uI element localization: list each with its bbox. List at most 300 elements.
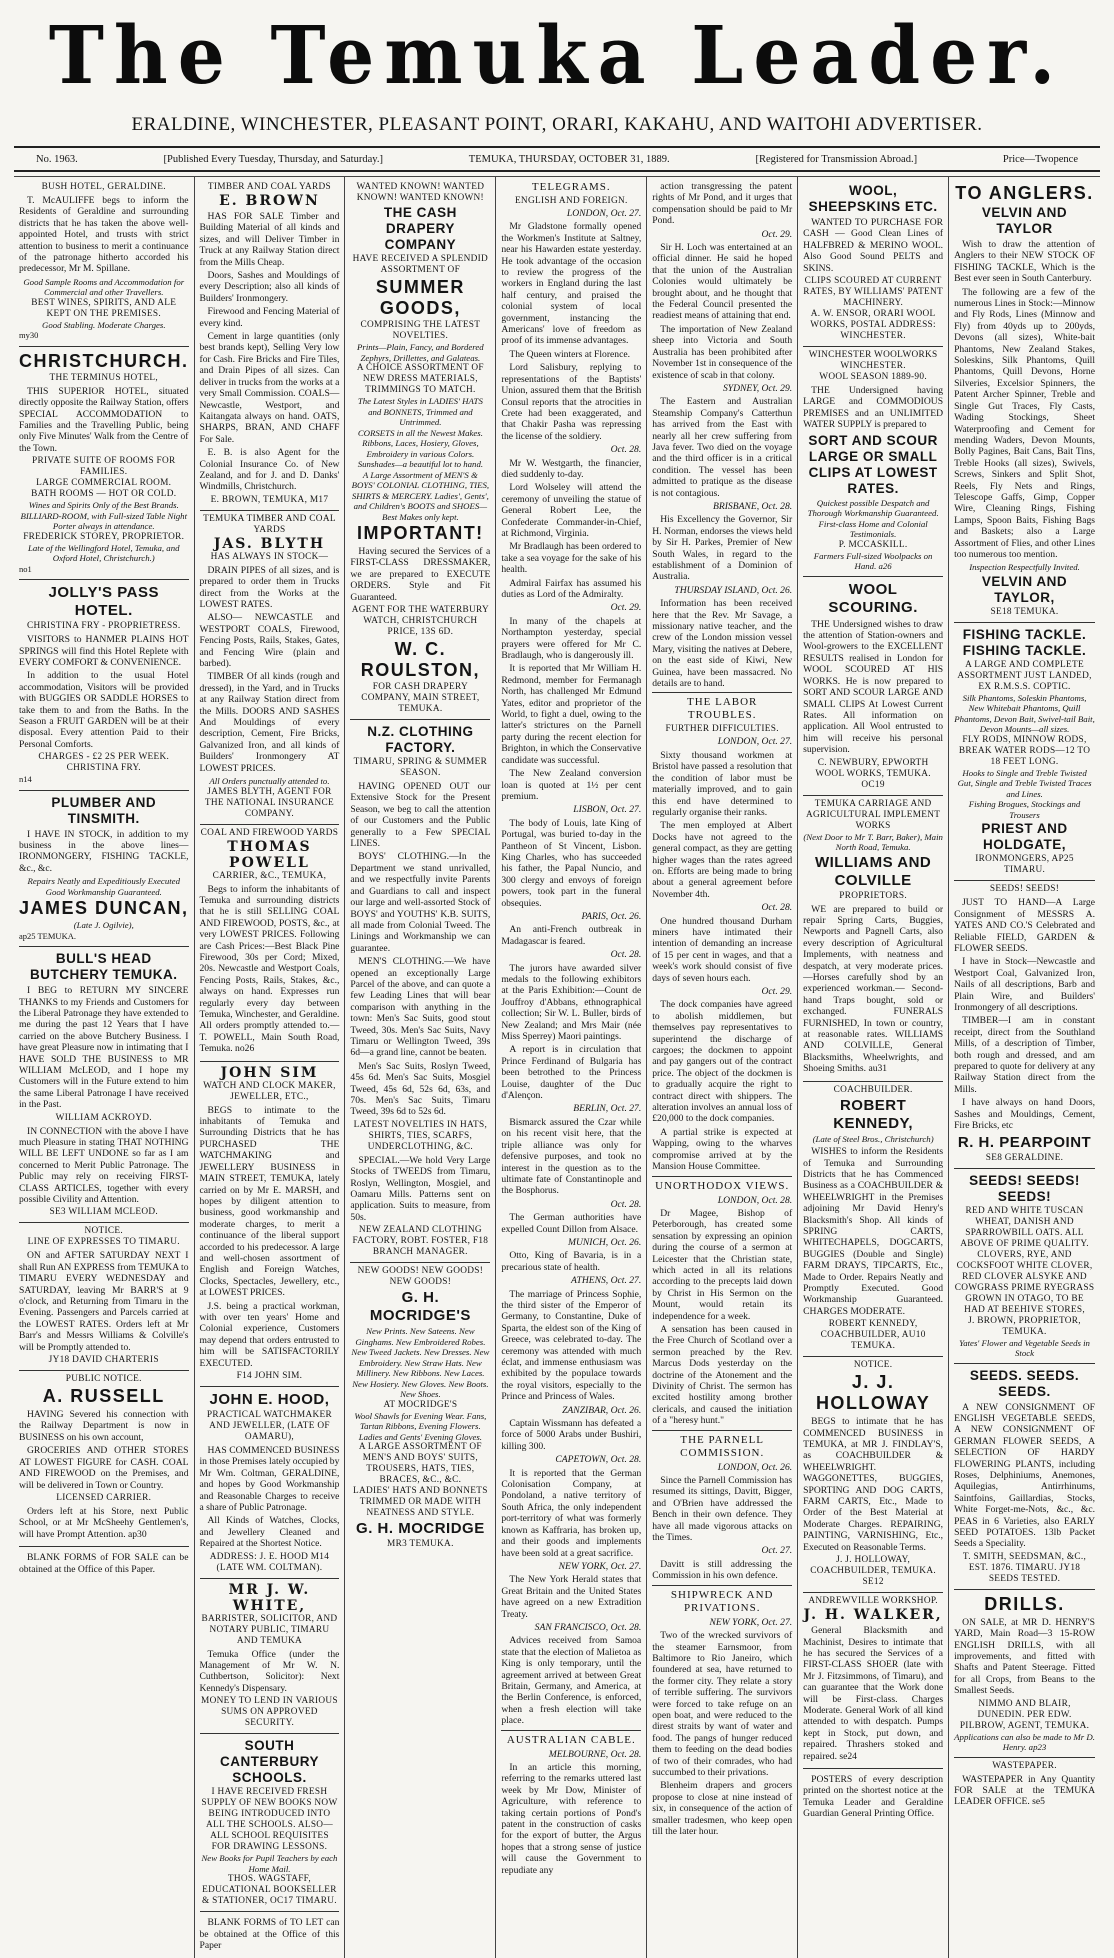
ad-text: THE Undersigned having LARGE and COMMODIOUS PREMISES and an UNLIMITED WATER SUPPLY is prepared to — [803, 385, 944, 431]
ad-heading: SEEDS. SEEDS. SEEDS. — [969, 1367, 1080, 1399]
news-paragraph: Information has been received here that the Rev. Mr Savage, a missionary native teacher, and the crew of the London mission vessel Mary, visiting the natives at Debere, on the east side of Kiwi, New Guinea, have been massacred. No details are to hand. — [652, 598, 793, 690]
ad-subheading: NOTICE. — [853, 1360, 893, 1371]
ad-text: Hooks to Single and Treble Twisted Gut, Single and Treble Twisted Traces and Lines. — [957, 767, 1092, 799]
ad-text: MEN'S CLOTHING.—We have opened an exceptionally Large Parcel of the above, and can quote a few Leading Lines that will bear comparison with anything in the town: Men's Sac Suits, good stout Tweed, 30s. Men's Sac Suits, Navy Timaru or Wellington Tweed, 39s 6d—a grand line, cannot be beaten. — [350, 956, 491, 1059]
ad-heading: JOHN E. HOOD, — [209, 1391, 330, 1408]
ad-robert-kennedy — [803, 1082, 943, 1358]
ad-text: Doors, Sashes and Mouldings of every Description; also all kinds of Builders' Ironmongery. — [199, 270, 340, 304]
ad-blank-forms — [200, 1912, 340, 1957]
ad-text: CORSETS in all the Newest Makes. Ribbons, Laces, Hosiery, Gloves, Embroidery in various Colors. Sunshades—a beautiful lot to hand. — [357, 427, 484, 469]
news-paragraph: An anti-French outbreak in Madagascar is feared. — [501, 924, 642, 947]
ad-heading: TO ANGLERS. — [955, 183, 1094, 203]
ad-heading: J. H. WALKER, — [803, 1607, 943, 1624]
ad-text: A LARGE ASSORTMENT OF MEN'S AND BOYS' SUITS, TROUSERS, HATS, TIES, BRACES, &C., &C. — [358, 1442, 482, 1486]
ad-text: Applications can also be made to Mr D. Henry. ap23 — [954, 1731, 1095, 1753]
ad-text: (Late J. Ogilvie), — [73, 920, 134, 931]
ad-signature: NEW ZEALAND CLOTHING FACTORY, ROBT. FOSTER, F18 BRANCH MANAGER. — [352, 1225, 489, 1258]
ad-text: BEST WINES, SPIRITS, AND ALE KEPT ON THE PREMISES. — [31, 297, 177, 319]
ad-text: Silk Phantoms, Soleskin Phantoms, New Whitebait Phantoms, Quill Phantoms, Devon Bait, Swivel-tail Bait, Devon Mounts—all sizes. — [954, 692, 1095, 735]
ad-heading: E. BROWN — [219, 193, 320, 209]
news-paragraph: Blenheim drapers and grocers propose to close at nine instead of six, in consequence of the action of smaller tradesmen, who keep open till the later hour. — [652, 1780, 793, 1837]
ad-signature: A. W. ENSOR, ORARI WOOL WORKS, POSTAL ADDRESS: WINCHESTER. — [810, 309, 936, 342]
ad-subheading: TEMUKA CARRIAGE AND AGRICULTURAL IMPLEMENT WORKS — [805, 798, 941, 831]
news-paragraph: Mr Bradlaugh has been ordered to take a sea voyage for the sake of his health. — [501, 541, 642, 576]
ad-smith-seeds — [954, 1364, 1095, 1590]
ad-wool-sheepskins — [803, 179, 943, 347]
ad-signature: JY18 DAVID CHARTERIS — [48, 1355, 159, 1366]
ad-signature: SE3 WILLIAM MCLEOD. — [49, 1207, 159, 1218]
news-paragraph: The jurors have awarded silver medals to the following exhibitors at the Paris Exhibition:—Count de Jouffroy d'Abbans, ethnographical collection; Sir W. L. Buller, birds of New Zealand; and Mrs Mair (née Miss Sperrey) Maori paintings. — [501, 962, 642, 1043]
ad-heading: WOOL, SHEEPSKINS ETC. — [808, 183, 938, 214]
ad-text: POSTERS of every description printed on the shortest notice at the Temuka Leader and Geraldine Guardian General Printing Office. — [803, 1773, 944, 1820]
dateline: Oct. 28. — [610, 949, 642, 961]
ad-heading: SEEDS! SEEDS! — [989, 884, 1060, 895]
ad-heading: BUSH HOTEL, GERALDINE. — [41, 182, 166, 192]
ad-heading: WINCHESTER WOOLWORKS — [808, 350, 938, 361]
ad-blank-forms — [19, 1547, 189, 1581]
ad-signature: NIMMO AND BLAIR, DUNEDIN. PER EDW. PILBROW, AGENT, TEMUKA. — [959, 1698, 1090, 1731]
ad-text: THE Undersigned wishes to draw the attention of Station-owners and Wool-growers to the EXCELLENT RESULTS realised in London for WOOL SCOURED AT HIS WORKS. He is now prepared to SORT AND SCOUR LARGE AND SMALL CLIPS At Lowest Current Rates. All information on application. All Wool entrusted to him will receive his personal supervision. — [803, 618, 944, 756]
ad-jas-blyth — [200, 511, 340, 825]
ad-text: PRIVATE SUITE OF ROOMS FOR FAMILIES. — [32, 456, 176, 478]
ad-text: WE are prepared to build or repair Spring Carts, Buggies, Newports and Pagnell Carts, also every description of Agricultural Implements, with neatness and despatch, at very moderate prices.—Horses carefully shod by an experienced workman.— Second-hand Traps bought, sold or exchanged. FUNERALS FURNISHED, In town or country, at reasonable rates. WILLIAMS AND COLVILLE, General Blacksmiths, Wheelwrights, and Shoeing Smiths. au31 — [803, 903, 944, 1075]
dateline: SAN FRANCISCO, Oct. 28. — [534, 1621, 642, 1633]
column-3 — [345, 177, 496, 1958]
ad-text: RED AND WHITE TUSCAN WHEAT, DANISH AND SPARROWBILL OATS. ALL ABOVE OF PRIME QUALITY. CLOVERS, RYE, AND COCKSFOOT WHITE CLOVER, RED CLOVER ALSYKE AND COWGRASS PRIME RYEGRASS GROWN IN OTAGO, TO BE HAD AT BEEHIVE STORES, — [954, 1205, 1095, 1315]
ad-text: IN CONNECTION with the above I have much Pleasure in stating THAT NOTHING WILL BE LEFT UNDONE so far as I am concerned to Merit Public Patronage. The Public may rely on receiving FIRST-CLASS ARTICLES, together with every possible Civility and Attention. — [19, 1125, 189, 1205]
ad-subheading: COMPRISING THE LATEST NOVELTIES. — [360, 320, 481, 341]
ad-text: I HAVE RECEIVED FRESH SUPPLY OF NEW BOOKS NOW BEING INTRODUCED INTO ALL THE SCHOOLS. ALSO— ALL SCHOOL REQUISITES FOR DRAWING LESSONS. — [201, 1787, 338, 1853]
news-paragraph: action transgressing the patent rights of Mr Pond, and it urges that compensation should be paid to Mr Pond. — [652, 181, 793, 227]
ad-signature: F14 JOHN SIM. — [236, 1371, 303, 1381]
ad-signature: CHRISTINA FRY. — [66, 763, 141, 774]
news-paragraph: The New York Herald states that Great Britain and the United States have agreed on a new Extradition Treaty. — [501, 1574, 642, 1620]
ad-text: LATEST NOVELTIES IN HATS, SHIRTS, TIES, SCARFS, UNDERCLOTHING, &C. — [353, 1119, 488, 1152]
news-paragraph: Lord Salisbury, replying to representations of the Baptists' Union, assured them that the British Consul reports that the atrocities in Crete had been exaggerated, and that Chakir Pasha was repressing the license of the soldiery. — [501, 362, 642, 442]
ad-text: ON and AFTER SATURDAY NEXT I shall Run AN EXPRESS from TEMUKA to TIMARU EVERY WEDNESDAY and SATURDAY, leaving Mr BARR'S at 9 o'clock, and Returning from Timaru in the Evening. Passengers and Parcels carried at the LOWEST RATES. Orders left at Mr Barr's and Messrs Williams & Colville's will be Promptly attended to. — [19, 1250, 189, 1353]
news-paragraph: A partial strike is expected at Wapping, owing to the wharves compromise arrived at by the Mansion House Committee. — [652, 1126, 793, 1173]
news-paragraph: Mr W. Westgarth, the financier, died suddenly to-day. — [501, 457, 642, 480]
ad-heading: PUBLIC NOTICE. — [65, 1374, 142, 1385]
ad-heading: WASTEPAPER. — [992, 1760, 1057, 1771]
dateline: LONDON, Oct. 28. — [717, 1194, 793, 1206]
ad-john-hood — [200, 1387, 340, 1579]
ad-e-brown — [200, 179, 340, 511]
section-heading: SHIPWRECK AND PRIVATIONS. — [670, 1588, 774, 1614]
ad-heading: NOTICE. — [84, 1226, 123, 1237]
ad-subheading: CHRISTINA FRY - PROPRIETRESS. — [26, 621, 181, 632]
ad-heading: JOHN SIM — [220, 1064, 319, 1081]
ad-text: TIMBER Of all kinds (rough and dressed), in the Yard, and in Trucks at any Railway Station direct from the Mills. DOORS AND SASHES And Mouldings of every description, Cement, Fire Bricks, Galvanized Iron, and all kinds of Builders' Ironmongery AT LOWEST PRICES. — [199, 671, 340, 774]
section-heading: THE LABOR TROUBLES. — [686, 696, 758, 722]
ad-signature: G. H. MOCRIDGE — [356, 1520, 485, 1538]
ad-text: Temuka Office (under the Management of Mr W. N. Cuthbertson, Solicitor): Next Kennedy's Dispensary. — [199, 1648, 340, 1694]
ad-subheading: AT MOCRIDGE'S — [383, 1399, 458, 1410]
ad-text: DRAIN PIPES of all sizes, and is prepared to order them in Trucks direct from the Works at the LOWEST RATES. — [199, 564, 340, 610]
news-paragraph: Bismarck assured the Czar while on his recent visit here, that the triple alliance was only for defensive purposes, and took no interest in the question as to the ultimate fate of Constantinople and the Bosphorus. — [501, 1116, 642, 1197]
column-5 — [647, 177, 798, 1958]
ad-text: Good Stabling. Moderate Charges. — [41, 319, 166, 330]
ad-mocridge — [350, 1263, 490, 1554]
newspaper-subtitle: ERALDINE, WINCHESTER, PLEASANT POINT, ORARI, KAKAHU, AND WAITOHI ADVERTISER. — [131, 114, 983, 135]
news-paragraph: In many of the chapels at Northampton yesterday, special prayers were offered for Mr C. Bradlaugh, who is dangerously ill. — [501, 615, 642, 662]
ad-heading: SORT AND SCOUR LARGE OR SMALL CLIPS AT LOWEST RATES. — [808, 432, 938, 496]
ad-subheading: WOOL SEASON 1889-90. — [819, 372, 927, 383]
ad-text: Wool Shawls for Evening Wear. Fans, Tartan Ribbons, Evening Flowers. Ladies and Gents' Evening Gloves. — [354, 1410, 487, 1442]
ad-signature: SE8 GERALDINE. — [985, 1152, 1064, 1163]
ad-text: BEGS to intimate that he has COMMENCED BUSINESS in TEMUKA, at MR J. FINDLAY'S, as COACHBUILDER & WHEELWRIGHT. WAGGONETTES, BUGGIES, SPORTING AND DOG CARTS, FARM CARTS, Etc., Made to Order of the Best Material at Moderate Charges. REPAIRING, PAINTING, VARNISHING, Etc., Executed on Reasonable Terms. — [803, 1416, 944, 1553]
ad-thomas-powell — [200, 825, 340, 1062]
ad-text: BILLIARD-ROOM, with Full-sized Table Night Porter always in attendance. — [20, 510, 188, 532]
news-paragraph: The marriage of Princess Sophie, the third sister of the Emperor of Germany, to Constantine, Duke of Sparta, the eldest son of the King of Greece, was celebrated to-day. The ceremony was attended with much éclat, and immense enthusiasm was exhibited by the populace towards the royal visitors, especially to the Prince and Princess of Wales. — [501, 1288, 642, 1403]
ad-subheading: TIMARU, SPRING & SUMMER SEASON. — [353, 757, 488, 779]
ad-text: WISHES to inform the Residents of Temuka and Surrounding Districts that he has Commenced Business as a COACHBUILDER & WHEELWRIGHT in the Premises adjoining Mr David Henry's Blacksmith's Shop. All kinds of SPRING CARTS, WHITECHAPELS, DOGCARTS, BUGGIES (Double and Single) FARM DRAYS, TIPCARTS, Etc., Made to Order. Repairs Neatly and Promptly Executed. Good Workmanship Guaranteed. CHARGES MODERATE. — [803, 1146, 944, 1317]
dateline: PARIS, Oct. 26. — [581, 910, 642, 922]
dateline: NEW YORK, Oct. 27. — [558, 1560, 642, 1572]
news-paragraph: Admiral Fairfax has assumed his duties as Lord of the Admiralty. — [501, 577, 642, 600]
ad-signature: FREDERICK STOREY, PROPRIETOR. — [23, 531, 185, 542]
ad-text: VISITORS to HANMER PLAINS HOT SPRINGS will find this Hotel Replete with EVERY COMFORT & CONVENIENCE. — [19, 634, 189, 668]
dateline: LISBON, Oct. 27. — [573, 804, 642, 816]
ad-subheading: CARRIER, &C., TEMUKA, — [212, 870, 327, 881]
ad-text: I HAVE IN STOCK, in addition to my business in the above lines— IRONMONGERY, FISHING TACKLE, &c., &c. — [19, 828, 189, 874]
ad-text: BOYS' CLOTHING.—In the Department we stand unrivalled, and we respectfully invite Parents and Guardians to call and inspect our large and well-assorted Stock of BOYS' and YOUTHS' K.B. SUITS, all made from Colonial Tweed. The Linings and Workmanship we can guarantee. — [350, 851, 491, 954]
ad-text: I have always on hand Doors, Sashes and Mouldings, Cement, Fire Bricks, etc — [954, 1097, 1095, 1132]
ad-text: A Large Assortment of MEN'S & BOYS' COLONIAL CLOTHING, TIES, SHIRTS & MERCERY. Ladies', Gents', and Children's BOOTS and SHOES—Best Makes only kept. — [351, 469, 490, 522]
ad-subheading: WATCH AND CLOCK MAKER, JEWELLER, ETC., — [203, 1080, 336, 1102]
ad-text: Farmers Full-sized Woolpacks on Hand. a26 — [813, 550, 933, 572]
ad-heading: CHRISTCHURCH. — [19, 350, 189, 371]
dateline: Oct. 28. — [610, 444, 642, 456]
dateline: SYDNEY, Oct. 29. — [722, 382, 793, 394]
ad-text: All Kinds of Watches, Clocks, and Jewellery Cleaned and Repaired at the Shortest Notice. — [199, 1515, 340, 1550]
dateline: ATHENS, Oct. 27. — [570, 1275, 642, 1287]
ad-code: my30 — [19, 330, 39, 341]
news-paragraph: The Eastern and Australian Steamship Company's Catterthun has arrived from the East with nearly all her crew suffering from Java fever. Two died on the voyage and the third officer is in a critical condition. The vessel has been admitted to pratique as the disease is not contagious. — [652, 396, 793, 499]
publication-schedule: [Published Every Tuesday, Thursday, and Saturday.] — [163, 153, 383, 165]
news-paragraph: The New Zealand conversion loan is quoted at 1½ per cent premium. — [501, 768, 642, 802]
ad-text: CHARGES - £2 2S PER WEEK. — [38, 752, 170, 763]
ad-expresses — [19, 1223, 189, 1371]
ad-signature: ROBERT KENNEDY, COACHBUILDER, AU10 TEMUKA. — [820, 1319, 926, 1352]
dateline: Oct. 29. — [761, 228, 793, 240]
dateline: LONDON, Oct. 26. — [717, 1461, 793, 1473]
news-paragraph: It is reported that Mr William H. Redmond, member for Fermanagh North, has challenged Mr Edmund Yates, editor and proprietor of the World, to fight a duel, owing to the latter's strictures on the Parnell party during the recent election for Brighton, in which the Conservative candidate was successful. — [501, 663, 642, 766]
news-paragraph: Captain Wissmann has defeated a force of 5000 Arabs under Bushiri, killing 300. — [501, 1418, 642, 1452]
divider — [652, 1430, 792, 1431]
ad-text: AGENT FOR THE WATERBURY WATCH, CHRISTCHURCH PRICE, 13S 6D. — [351, 605, 490, 638]
ad-text: New Books for Pupil Teachers by each Home Mail. — [201, 1853, 338, 1874]
ad-signature: E. BROWN, TEMUKA, M17 — [210, 494, 329, 505]
ad-text: HAS FOR SALE Timber and Building Material of all kinds and sizes, and will Deliver Timber in Truck at any Railway Station direct from the Mills Cheap. — [199, 211, 340, 268]
masthead — [14, 0, 1100, 118]
dateline: BERLIN, Oct. 27. — [573, 1103, 642, 1115]
ad-text: WASTEPAPER in Any Quantity FOR SALE at the TEMUKA LEADER OFFICE. se5 — [954, 1773, 1095, 1808]
ad-heading: ROBERT KENNEDY, — [833, 1096, 914, 1132]
ad-text: HAVING OPENED OUT our Extensive Stock for the Present Season, we beg to call the attention of our Customers and the Public generally to a Few SPECIAL LINES. — [350, 781, 491, 850]
ad-signature: J. J. HOLLOWAY, COACHBUILDER, TEMUKA. SE12 — [810, 1555, 936, 1588]
ad-text: T. McAULIFFE begs to inform the Residents of Geraldine and surrounding districts that he has taken the above well-appointed Hotel, and trusts with strict attention to business to merit a continuance of the patronage hitherto accorded his predecessor, Mr M. Spillane. — [19, 195, 189, 275]
news-paragraph: Sir H. Loch was entertained at an official dinner. He said he hoped that the union of the Australian Colonies would ultimately be brought about, and he thought that the Federal Council presented the readiest means of attaining that end. — [652, 242, 793, 322]
section-heading: TELEGRAMS. — [531, 181, 611, 193]
news-paragraph: One hundred thousand Durham miners have intimated their intention of demanding an increase of 15 per cent in wages, and that a week's work should consist of five days of seven hours each. — [652, 915, 793, 984]
ad-text: CLIPS SCOURED AT CURRENT RATES, BY WILLIAMS' PATENT MACHINERY. — [803, 276, 944, 309]
ad-text: WANTED TO PURCHASE FOR CASH — Good Clean Lines of HALFBRED & MERINO WOOL. Also Good Sound PELTS and SKINS. — [803, 217, 944, 274]
ad-text: THIS SUPERIOR HOTEL, situated directly opposite the Railway Station, offers SPECIAL ACCOMMODATION to Families and the Travelling Public, being only Five Minutes' Walk from the Centre of the Town. — [19, 385, 189, 454]
ad-heading: WOOL SCOURING. — [828, 580, 918, 616]
ad-text: Good Workmanship Guaranteed. — [45, 886, 162, 897]
ad-heading: SEEDS! SEEDS! SEEDS! — [969, 1172, 1080, 1204]
ad-text: I BEG to RETURN MY SINCERE THANKS to my Friends and Customers for the Liberal Patronage they have extended to me during the past 12 Years that I have carried on the above Butchery Business. I have great Pleasure now in intimating that I HAVE SOLD THE BUSINESS to MR WILLIAM McLEOD, and I hope my Customers will in the Future extend to him the same Liberal Patronage I have received in the Past. — [19, 985, 189, 1111]
ad-subheading: PRACTICAL WATCHMAKER AND JEWELLER, (LATE OF OAMARU), — [206, 1410, 332, 1442]
ad-heading: PRIEST AND HOLDGATE, — [981, 821, 1068, 853]
ad-text: BLANK FORMS of TO LET can be obtained at the Office of this Paper — [199, 1917, 340, 1952]
ad-signature: ADDRESS: J. E. HOOD M14 (LATE WM. COLTMAN). — [209, 1551, 330, 1573]
ad-text: Fishing Brogues, Stockings and Trousers — [968, 799, 1081, 820]
ad-subheading: NEW GOODS! NEW GOODS! NEW GOODS! — [357, 1266, 484, 1288]
news-paragraph: The men employed at Albert Docks have not agreed to the general compact, as they are getting higher wages than the rates agreed on. Efforts are being made to bring about a general agreement before November 4th. — [652, 820, 793, 900]
ad-text: A NEW CONSIGNMENT OF ENGLISH VEGETABLE SEEDS, A NEW CONSIGNMENT OF GERMAN FLOWER SEEDS, A SELECTION OF HARDY FLOWERING PLANTS, including Roses, Delphiniums, Anemones, Aquilegias, Antirrhinums, Saintfoins, Gaillardias, Stocks, White Forget-me-Nots, &c., &c. PEAS in 6 Varieties, also EARLY SEED POTATOES. 13lb Packet Seeds a Speciality. — [954, 1401, 1095, 1550]
ad-signature: FOR CASH DRAPERY COMPANY, MAIN STREET, TEMUKA. — [361, 682, 480, 715]
ad-heading: SOUTH CANTERBURY SCHOOLS. — [219, 1738, 319, 1786]
ad-heading: J. J. HOLLOWAY — [815, 1372, 931, 1414]
ad-code: no1 — [19, 563, 32, 574]
ad-heading: THE CASH DRAPERY COMPANY — [383, 205, 457, 252]
news-paragraph: The body of Louis, late King of Portugal, was buried to-day in the Pantheon of St Vincent, Lisbon. King Charles, who has succeeded his father, the Papal Nuncio, and 300 clergy and envoys of foreign powers, took part in the funeral obsequies. — [501, 817, 642, 909]
ad-text: (Next Door to Mr T. Barr, Baker), Main North Road, Temuka. — [803, 831, 943, 853]
ad-text: A LARGE AND COMPLETE ASSORTMENT JUST LANDED, EX R.M.S.S. COPTIC. — [957, 659, 1092, 692]
dateline: THURSDAY ISLAND, Oct. 26. — [674, 584, 793, 596]
registration-note: [Registered for Transmission Abroad.] — [755, 153, 918, 165]
news-paragraph: The dock companies have agreed to abolish middlemen, but themselves pay representatives to superintend the discharge of cargoes; the dockmen to appoint and pay gangers out of the contract price. The object of the dockmen is to gradually acquire the right to contract direct with shippers. The alteration involves an annual loss of £20,000 to the dock companies. — [652, 999, 793, 1125]
divider — [652, 1585, 792, 1586]
ad-beehive-stores — [954, 1169, 1095, 1364]
ad-wastepaper — [954, 1758, 1095, 1814]
dateline-bar — [14, 146, 1100, 172]
issue-number: No. 1963. — [36, 153, 78, 165]
ad-text: Yates' Flower and Vegetable Seeds in Stock — [959, 1337, 1090, 1358]
dateline: ZANZIBAR, Oct. 26. — [562, 1404, 642, 1416]
ad-text: Wish to draw the attention of Anglers to their NEW STOCK OF FISHING TACKLE, Which is the Best ever seen in South Canterbury. — [954, 239, 1095, 285]
ad-text: Orders left at his Store, next Public School, or at Mr McSheehy Gentlemen's, will have Prompt Attention. ap30 — [19, 1505, 189, 1540]
ad-signature: T. SMITH, SEEDSMAN, &C., EST. 1876. TIMARU. JY18 SEEDS TESTED. — [962, 1551, 1087, 1584]
ad-holloway — [803, 1357, 943, 1593]
news-paragraph: Two of the wrecked survivors of the steamer Earnsmoor, from Baltimore to Rio Janeiro, which foundered at sea, have returned to the former city. They relate a story of terrible suffering. The survivors were forced to take refuge on an open boat, and were reduced to the direst straits by want of water and food. The pangs of hunger reduced them to feeding on the dead bodies of two of their comrades, who had succumbed to their privations. — [652, 1630, 793, 1778]
ad-subheading: THE TERMINUS HOTEL, — [49, 372, 159, 383]
ad-text: TIMBER—I am in constant receipt, direct from the Southland Mills, of a description of Timber, both rough and dressed, and am prepared to quote for delivery at any Railway Station direct from the Mills. — [954, 1015, 1095, 1095]
ad-john-sim — [200, 1062, 340, 1387]
ad-schools — [200, 1734, 340, 1912]
issue-price: Price—Twopence — [1002, 153, 1078, 165]
ad-text: (Late of Steel Bros., Christchurch) — [812, 1133, 934, 1144]
news-paragraph: Since the Parnell Commission has resumed its sittings, Davitt, Bigger, and O'Brien have addressed the Bench in their own defence. They have all made vigorous attacks on the Times. — [652, 1475, 793, 1544]
ad-text: SPECIAL.—We hold Very Large Stocks of TWEEDS from Timaru, Roslyn, Wellington, Mosgiel, and Oamaru Mills. Patterns sent on application. Suits to measure, from 50s. — [350, 1154, 491, 1223]
ad-signature: THOS. WAGSTAFF, EDUCATIONAL BOOKSELLER & STATIONER, OC17 TIMARU. — [201, 1874, 337, 1907]
dateline: MUNICH, Oct. 26. — [567, 1236, 642, 1248]
ad-text: Inspection Respectfully Invited. — [969, 562, 1080, 573]
dateline: Oct. 29. — [761, 986, 793, 997]
ad-text: Good Sample Rooms and Accommodation for Commercial and other Travellers. — [23, 276, 185, 298]
ad-seeds-yates — [954, 881, 1095, 1168]
ad-text: LARGE COMMERCIAL ROOM. — [36, 478, 172, 489]
ad-text: LICENSED CARRIER. — [56, 1492, 152, 1503]
ad-heading: FISHING TACKLE. FISHING TACKLE. — [962, 626, 1087, 658]
ad-posters — [803, 1769, 943, 1826]
section-subheading: FURTHER DIFFICULTIES. — [665, 724, 779, 735]
news-paragraph: The German authorities have expelled Count Dillon from Alsace. — [501, 1212, 642, 1235]
dateline: LONDON, Oct. 27. — [566, 208, 642, 219]
ad-subheading: HAS ALWAYS IN STOCK— — [210, 551, 329, 562]
ad-text: Late of the Wellingford Hotel, Temuka, and Oxford Hotel, Christchurch.) — [28, 542, 180, 564]
ad-text: JUST TO HAND—A Large Consignment of MESSRS A. YATES AND CO.'S Celebrated and Reliable FIELD, GARDEN & FLOWER SEEDS. — [954, 897, 1095, 954]
news-paragraph: The importation of New Zealand sheep into Victoria and South Australia has been prohibited after November 1st in consequence of the existence of scab in that colony. — [652, 323, 793, 381]
ad-heading: R. H. PEARPOINT — [957, 1133, 1092, 1151]
dateline: CAPETOWN, Oct. 28. — [555, 1454, 642, 1466]
ad-text: In addition to the usual Hotel accommodation, Visitors will be provided with BUGGIES OR SADDLE HORSES to take them to and from the Baths. In the Season a FRUIT GARDEN will be at their disposal. Every attention Paid to their Personal Comforts. — [19, 670, 189, 750]
ad-bulls-head — [19, 947, 189, 1223]
news-paragraph: Mr Gladstone formally opened the Workmen's Institute at Saltney, near his Hawarden estate yesterday. He took advantage of the occasion to review the progress of the workers in England during the last half century, and praised the colonial system of local government, instancing the Americans' love of freedom as proof of its immense advantages. — [501, 221, 642, 347]
ad-signature: IRONMONGERS, AP25 TIMARU. — [975, 854, 1074, 876]
ad-text: BLANK FORMS of FOR SALE can be obtained at the Office of this Paper. — [19, 1552, 189, 1575]
ad-heading: WILLIAMS AND COLVILLE — [814, 853, 932, 889]
ad-text: FLY RODS, MINNOW RODS, BREAK WATER RODS—12 TO 18 FEET LONG. — [958, 734, 1091, 767]
news-paragraph: Lord Wolseley will attend the ceremony of unveiling the statue of General Robert Lee, the Confederate Commander-in-Chief, at Richmond, Virginia. — [501, 482, 642, 539]
ad-text: The Latest Styles in LADIES' HATS and BONNETS, Trimmed and Untrimmed. — [357, 396, 483, 427]
ad-text: LADIES' HATS AND BONNETS TRIMMED OR MADE WITH NEATNESS AND STYLE. — [353, 1486, 488, 1519]
ad-signature: J. BROWN, PROPRIETOR, TEMUKA. — [968, 1315, 1081, 1337]
ad-signature: JAMES BLYTH, AGENT FOR THE NATIONAL INSURANCE COMPANY. — [204, 786, 335, 819]
ad-text: Having secured the Services of a FIRST-CLASS DRESSMAKER, we are prepared to EXECUTE ORDERS. Style and Fit Guaranteed. — [350, 546, 491, 603]
ad-heading: IMPORTANT! — [357, 523, 484, 543]
ad-text: New Prints. New Sateens. New Ginghams. New Embroidered Robes. New Tweed Jackets. New Dresses. New Embroidery. New Straw Hats. New Millinery. New Ribbons. New Laces. New Hosiery. New Gloves. New Boots. New Shoes. — [351, 1326, 490, 1400]
ad-text: HAS COMMENCED BUSINESS in those Premises lately occupied by Mr Wm. Coltman, GERALDINE, and hopes by Good Workmanship and Reasonable Charges to receive a share of Public Patronage. — [199, 1445, 340, 1514]
ad-subheading: COAL AND FIREWOOD YARDS — [200, 827, 339, 838]
ad-text: GROCERIES AND OTHER STORES AT LOWEST FIGURE for CASH. COAL AND FIREWOOD on the Premises, and will be delivered in Town or Country. — [19, 1445, 189, 1491]
ad-text: Cement in large quantities (only best brands kept), Selling Very low for Cash. Fire Bricks and Fire Tiles, and Drain Pipes of all sizes. Can deliver in trucks from the works at a very Small Commission. COALS—Newcastle, Westport, and Kaitangata always on hand. OATS, SHARPS, BRAN, AND CHAFF For Sale. — [199, 331, 340, 445]
ad-subheading: TIMBER AND COAL YARDS — [207, 182, 332, 192]
ad-bush-hotel — [19, 179, 189, 347]
ad-terminus-hotel — [19, 347, 189, 580]
ad-text: Men's Sac Suits, Roslyn Tweed, 45s 6d. Men's Sac Suits, Mosgiel Tweed, 45s 6d, 52s 6d, 63s, and 70s. Men's Sac Suits, Timaru Tweed, 39s 6d to 52s 6d. — [350, 1060, 491, 1118]
ad-text: MONEY TO LEND IN VARIOUS SUMS ON APPROVED SECURITY. — [201, 1696, 338, 1729]
news-paragraph: In an article this morning, referring to the remarks uttered last week by Mr Dow, Minister of Agriculture, with reference to taking certain portions of Pond's patent in the construction of casks for the export of butter, the Argus hopes that a strong sense of justice will cause the Government to repudiate any — [501, 1762, 642, 1876]
ad-heading: JOLLY'S PASS HOTEL. — [48, 584, 159, 620]
ad-code: MR3 TEMUKA. — [387, 1539, 454, 1550]
ad-subheading: COACHBUILDER. — [833, 1084, 913, 1095]
ad-heading: A. RUSSELL — [42, 1386, 165, 1407]
dateline: Oct. 28. — [761, 902, 793, 914]
ad-signature: C. NEWBURY, EPWORTH WOOL WORKS, TEMUKA. OC19 — [815, 757, 931, 790]
column-2 — [195, 177, 346, 1958]
ad-text: Firewood and Fencing Material of every kind. — [199, 306, 340, 329]
ad-heading: SUMMER GOODS, — [375, 277, 465, 318]
news-paragraph: His Excellency the Governor, Sir H. Norman, endorses the views held by Sir H. Parkes, Premier of New South Wales, in regard to the establishment of a Dominion of Australia. — [652, 514, 793, 583]
news-paragraph: Dr Magee, Bishop of Peterborough, has created some sensation by expressing an opinion during the course of a sermon at Leicester that the Christian state, which acted in all its relations according to the precepts laid down by Christ in His Sermon on the Mount, would retain its independence for a week. — [652, 1207, 793, 1322]
ad-heading: DRILLS. — [984, 1593, 1065, 1614]
dateline: LONDON, Oct. 27. — [717, 736, 793, 748]
divider — [652, 1176, 792, 1177]
ad-walker — [803, 1593, 943, 1769]
ad-text: Repairs Neatly and Expeditiously Executed — [27, 876, 180, 887]
ad-subheading: WANTED KNOWN! WANTED KNOWN! WANTED KNOWN! — [356, 182, 485, 203]
dateline: Oct. 29. — [610, 602, 642, 614]
ad-text: ON SALE, at MR D. HENRY'S YARD, Main Road—3 15-ROW ENGLISH DRILLS, with all improvements, and fitted with Shafts and Patent Steerage. Fitted for all Crops, from Beans to the Smallest Seeds. — [954, 1616, 1095, 1697]
ad-code: ap25 TEMUKA. — [19, 930, 76, 941]
ad-heading: N.Z. CLOTHING FACTORY. — [367, 724, 474, 756]
dateline: Oct. 27. — [761, 1545, 793, 1557]
ad-subheading: BARRISTER, SOLICITOR, AND NOTARY PUBLIC, TIMARU AND TEMUKA — [201, 1613, 338, 1646]
divider — [501, 1730, 641, 1731]
ad-subheading: ANDREWVILLE WORKSHOP. — [808, 1596, 938, 1607]
ad-text: Prints—Plain, Fancy, and Bordered Zephyrs, Drillettes, and Galateas. — [357, 342, 484, 363]
ad-winchester-woolworks — [803, 347, 943, 577]
divider — [652, 692, 792, 693]
ad-fishing-tackle — [954, 623, 1095, 882]
news-paragraph: Otto, King of Bavaria, is in a precarious state of health. — [501, 1250, 642, 1273]
ad-text: ALSO— NEWCASTLE and WESTPORT COALS, Firewood, Fencing Posts, Rails, Stakes, Gates, and Fencing Wire (plain and barbed). — [199, 612, 340, 669]
column-7 — [949, 177, 1100, 1958]
ad-williams-colville — [803, 796, 943, 1082]
ad-text: BEGS to intimate to the inhabitants of Temuka and Surrounding Districts that he has PURCHASED THE WATCHMAKING and JEWELLERY BUSINESS in MAIN STREET, TEMUKA, lately carried on by Mr E. MARSH, and hopes by diligent attention to business, good workmanship and moderate charges, to merit a continuance of the liberal support accorded to his predecessor. A large and well-chosen assortment of English and Foreign Watches, Clocks, Spectacles, Jewellery, etc., at LOWEST PRICES. — [199, 1104, 340, 1299]
column-1 — [14, 177, 195, 1958]
section-heading: UNORTHODOX VIEWS. — [655, 1179, 790, 1192]
ad-signature: P. MCCASKILL. — [838, 539, 908, 550]
newspaper-title: The Temuka Leader. — [48, 9, 1066, 103]
ad-code: SE18 TEMUKA. — [990, 606, 1059, 617]
ad-text: The following are a few of the numerous Lines in Stock:—Minnow and Fly Rods, Lines (Minnow and Fly) from 40yds up to 200yds, Devons (all sizes), White-bait Phantoms, New Zealand Stakes, Soleskins, Silk Phantoms, Quill Phantoms, Quill Devons, Horne Silveries, Excelsior Spinners, the Patent Archer Spinner, Treble and Single Gut Traces, Fly Casts, Wading Stockings, Sheet Waterproofing and Cement for mending Waders, Devon Mounts, Bolly Pagines, Bait Cans, Bait Tins, Treble Hooks (all sizes), Swivels, Screws, Sinkers and Split Shot, Reels, Fly Nets and Rings, Telescope Gaffs, Gimp, Copper Wire, Cleaning Rings, Fishing Lamps, Spoon Baits, Fishing Bags and Baskets; also a Large Assortment of Flies, and other Lines too numerous too mention. — [954, 286, 1095, 560]
section-heading: AUSTRALIAN CABLE. — [506, 1733, 636, 1746]
news-paragraph: Sixty thousand workmen at Bristol have passed a resolution that the condition of labor must be materially improved, and to gain this end have determined to regularly organise their ranks. — [652, 749, 793, 818]
ad-subheading: PROPRIETORS. — [839, 890, 907, 901]
columns — [14, 176, 1100, 1952]
ad-cash-drapery — [350, 179, 490, 720]
news-paragraph: Davitt is still addressing the Commission in his own defence. — [652, 1558, 793, 1582]
ad-text: I have in Stock—Newcastle and Westport Coal, Galvanized Iron, Nails of all descriptions, Barb and Plain Wire, and Builders' Ironmongery of all descriptions. — [954, 956, 1095, 1014]
ad-plumber — [19, 791, 189, 948]
ad-text: General Blacksmith and Machinist, Desires to intimate that he has secured the Services of a FIRST-CLASS SHOER (late with Mr J. Fitzsimmons, of Timaru), and can guarantee that the Work done will be First-class. Charges Moderate. General Work of all kind attended to with despatch. Pumps kept in Stock, put down, and repaired. Thrashers stoked and repaired. se24 — [803, 1625, 944, 1762]
ad-signature: WILLIAM ACKROYD. — [55, 1112, 152, 1123]
ad-text: HAVE RECEIVED A SPLENDID ASSORTMENT OF — [352, 254, 489, 275]
ad-heading: W. C. ROULSTON, — [360, 639, 480, 681]
ad-text: All Orders punctually attended to. — [209, 776, 330, 787]
ad-russell — [19, 1371, 189, 1547]
section-subheading: ENGLISH AND FOREIGN. — [514, 196, 628, 206]
ad-text: E. B. is also Agent for the Colonial Insurance Co. of New Zealand, and for J. and D. Danks' Windmills, Christchurch. — [199, 447, 340, 493]
dateline: BRISBANE, Oct. 28. — [713, 500, 793, 512]
ad-subheading: WINCHESTER. — [840, 361, 906, 372]
news-paragraph: A report is in circulation that Prince Ferdinand of Bulgaria has been betrothed to the Princess Louise, daughter of the Duc d'Alençon. — [501, 1044, 642, 1102]
ad-heading: THOMAS POWELL — [227, 838, 312, 871]
section-heading: THE PARNELL COMMISSION. — [680, 1433, 765, 1459]
dateline: MELBOURNE, Oct. 28. — [548, 1748, 642, 1760]
ad-heading: G. H. MOCRIDGE'S — [369, 1289, 471, 1325]
ad-heading: MR J. W. WHITE, — [228, 1581, 311, 1614]
column-6 — [798, 177, 949, 1958]
ad-text: Wines and Spirits Only of the Best Brands. — [28, 500, 179, 511]
ad-text: HAVING Severed his connection with the Railway Department is now in BUSINESS on his own account, — [19, 1409, 189, 1443]
ad-heading: VELVIN AND TAYLOR — [981, 205, 1068, 236]
ad-wool-scouring — [803, 577, 943, 796]
news-paragraph: The Queen winters at Florence. — [509, 348, 631, 360]
ad-text: Begs to inform the inhabitants of Temuka and surrounding districts that he is still SELLING COAL AND FIREWOOD, POSTS, &c., at very LOWEST PRICES. Following are Cash Prices:—Best Black Pine Firewood, 30s per Cord; Mixed, 20s. Newcastle and Westport Coals, Fencing Posts, Rails, Stakes, &c., always on hand. Expresses run regularly every day between Temuka, Winchester, and Geraldine. All orders promptly attended to.— T. POWELL, Main South Road, Temuka. no26 — [199, 883, 340, 1055]
news-paragraph: Advices received from Samoa state that the election of Malietoa as King is only temporary, until the agreement arrived at between Great Britain, Germany, and America, at the Berlin Conference, is enforced, when a fresh election will take place. — [501, 1635, 642, 1727]
ad-heading: JAS. BLYTH — [213, 535, 326, 552]
ad-text: Quickest possible Despatch and Thorough Workmanship Guaranteed. First-class Home and Colonial Testimonials. — [807, 497, 939, 540]
news-paragraph: It is reported that the German Colonisation Company, at Pondoland, a native territory of South Africa, the only independent port-territory of what was formerly known as Kaffraria, has broken up, and their goods and implements have been sold at a great sacrifice. — [501, 1467, 642, 1559]
ad-text: BATH ROOMS — HOT OR COLD. — [31, 489, 177, 500]
dateline: Oct. 28. — [610, 1198, 642, 1210]
ad-text: A CHOICE ASSORTMENT OF NEW DRESS MATERIALS, TRIMMINGS TO MATCH. — [356, 363, 484, 395]
